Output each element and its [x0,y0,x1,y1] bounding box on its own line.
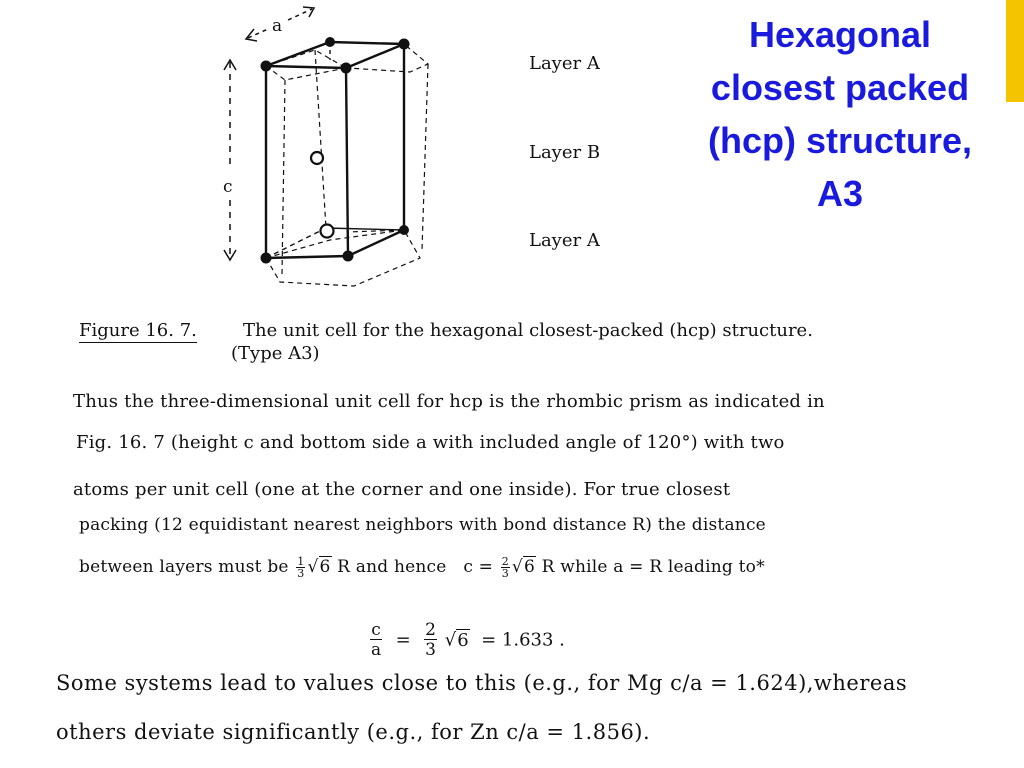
body-line-5-text: R while a = R leading to* [541,557,765,577]
layer-label-bottom: Layer A [529,230,600,251]
body-line-5-text: between layers must be [79,557,289,577]
title-line: (hcp) structure, [707,120,973,161]
body-line-1: Thus the three-dimensional unit cell for hcp is the rhombic prism as indicated in [73,391,825,412]
sqrt-radicand: 6 [523,557,535,577]
equation-result: = 1.633 . [481,629,565,651]
slide-title [680,8,1000,220]
title-line: closest packed [710,67,970,108]
prism-edges [266,42,404,258]
prism-back-edges [266,42,404,258]
accent-bar [1006,0,1024,102]
body-line-5-text: R and hence [337,557,447,577]
layer-label-top: Layer A [529,53,600,74]
fraction-two-thirds-large: $\frac{2}{3}$ [425,620,436,660]
figure-caption: The unit cell for the hexagonal closest-packed (hcp) structure. [243,320,813,341]
sqrt-symbol: √ [444,629,457,651]
sqrt-symbol: √ [307,557,319,577]
sqrt-radicand: 6 [457,629,469,651]
hcp-unit-cell-figure [200,0,450,300]
ratio-equation [368,622,565,659]
body-line-2: Fig. 16. 7 (height c and bottom side a with included angle of 120°) with two [76,432,785,453]
dimension-c-label: c [223,177,233,197]
body-line-5-text: c = [463,557,494,577]
title-line: A3 [816,173,864,214]
body-line-5 [79,556,765,579]
body-line-4: packing (12 equidistant nearest neighbors with bond distance R) the distance [79,515,766,535]
interior-atoms [311,152,334,238]
fraction-one-third: $\frac{1}{3}$ [297,555,305,580]
body-line-3: atoms per unit cell (one at the corner and one inside). For true closest [73,479,731,500]
layer-label-middle: Layer B [529,142,601,163]
fraction-two-thirds: $\frac{2}{3}$ [501,555,509,580]
figure-number: Figure 16. 7. [79,320,197,341]
sqrt-symbol: √ [511,557,523,577]
dimension-c-arrow [224,60,236,260]
closing-line-2: others deviate significantly (e.g., for Zn c/a = 1.856). [56,720,651,744]
dimension-a-label: a [272,16,283,36]
closing-line-1: Some systems lead to values close to this (e.g., for Mg c/a = 1.624),whereas [56,671,908,695]
sqrt-radicand: 6 [319,557,331,577]
figure-caption-type: (Type A3) [231,343,320,364]
title-line: Hexagonal [748,14,932,55]
ratio-c-over-a: $\frac{c}{a}$ [371,620,382,660]
equals-sign: = [395,629,411,651]
